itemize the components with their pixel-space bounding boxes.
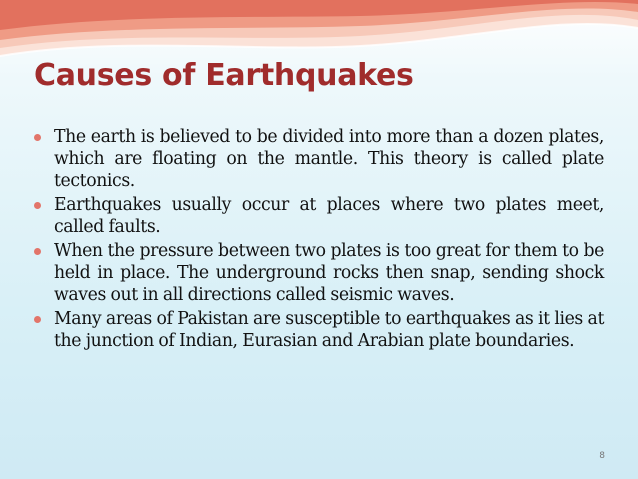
bullet-text: Earthquakes usually occur at places where two plates meet, called faults. (54, 195, 604, 237)
bullet-item (28, 240, 604, 306)
bullet-item (28, 194, 604, 238)
bullet-list (28, 126, 604, 354)
bullet-icon (34, 202, 41, 209)
bullet-icon (34, 316, 41, 323)
bullet-text: When the pressure between two plates is too great for them to be held in place. The underground rocks then snap, sending shock waves out in all directions called seismic waves. (54, 241, 604, 305)
bullet-icon (34, 134, 41, 141)
slide-title: Causes of Earthquakes (34, 58, 414, 93)
bullet-item (28, 308, 604, 352)
page-number: 8 (599, 451, 605, 461)
bullet-text: Many areas of Pakistan are susceptible to earthquakes as it lies at the junction of Indian, Eurasian and Arabian plate boundaries. (54, 309, 604, 351)
bullet-item (28, 126, 604, 192)
bullet-icon (34, 248, 41, 255)
bullet-text: The earth is believed to be divided into more than a dozen plates, which are floating on the mantle. This theory is called plate tectonics. (54, 127, 604, 191)
